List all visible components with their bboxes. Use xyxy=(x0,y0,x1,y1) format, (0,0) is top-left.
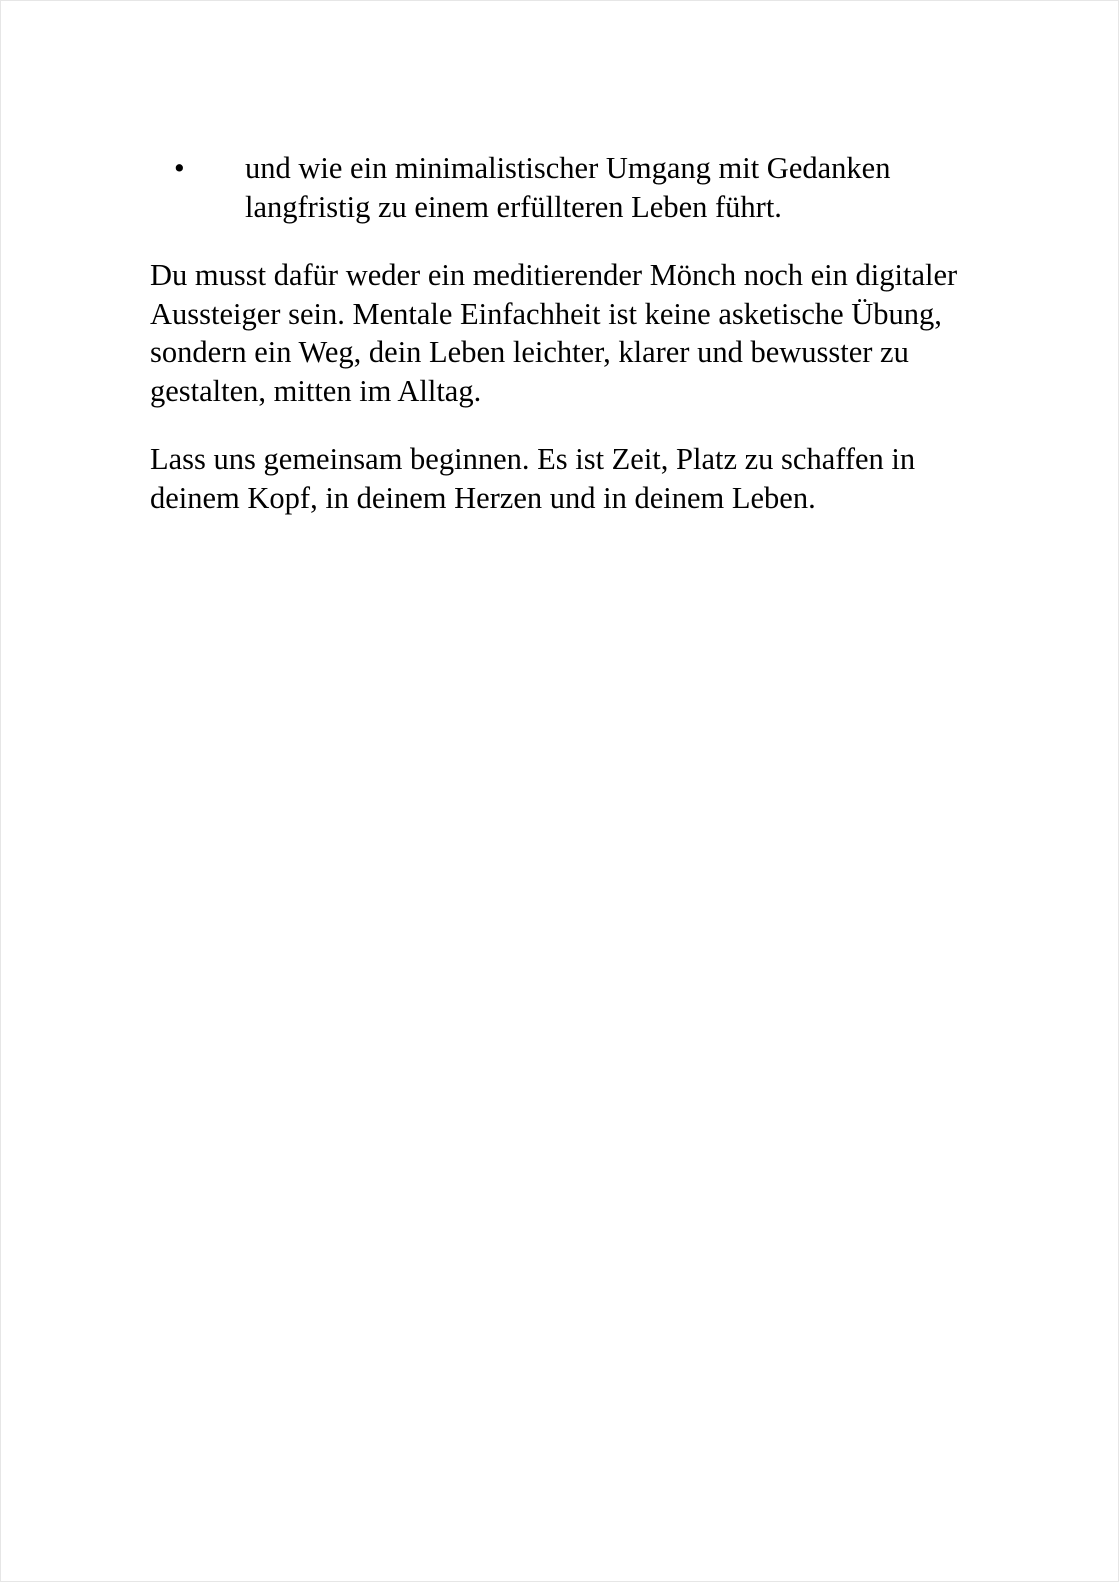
paragraph: Du musst dafür weder ein meditierender Mönch noch ein digitaler Aussteiger sein. Mentale Einfachheit ist keine asketische Übung, sondern ein Weg, dein Leben leichter, klarer und bewusster zu gestalten, mitten im Alltag. xyxy=(150,258,958,408)
paragraph: Lass uns gemeinsam beginnen. Es ist Zeit, Platz zu schaffen in deinem Kopf, in deinem Herzen und in deinem Leben. xyxy=(150,442,916,515)
bullet-list-item xyxy=(150,149,970,226)
page-content xyxy=(150,149,970,547)
bullet-icon: • xyxy=(174,151,185,185)
bullet-text: und wie ein minimalistischer Umgang mit Gedanken langfristig zu einem erfüllteren Leben führt. xyxy=(245,151,891,224)
